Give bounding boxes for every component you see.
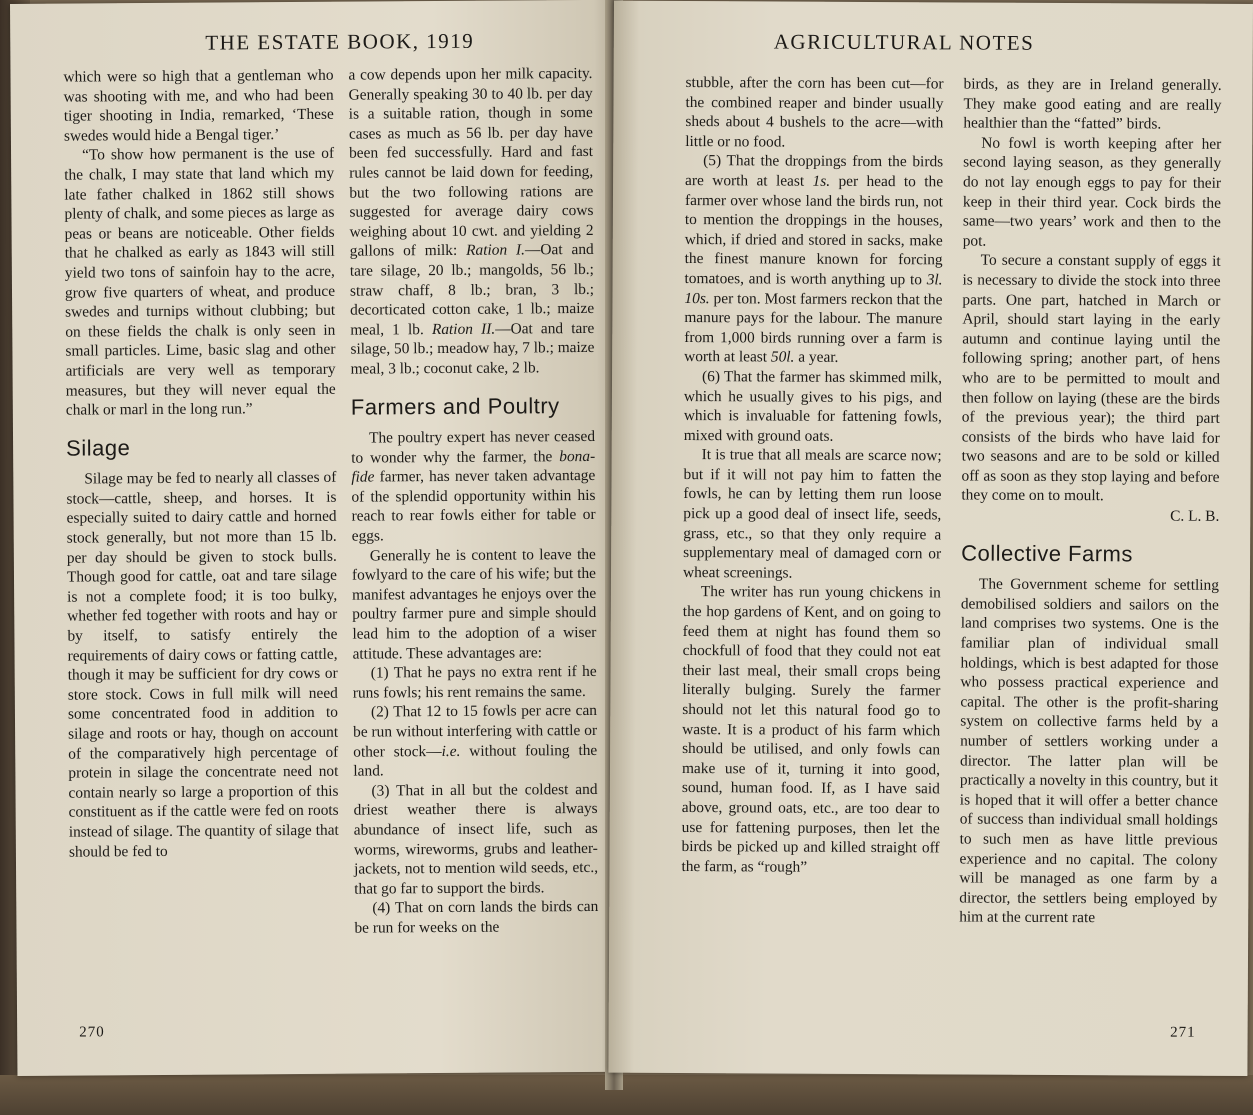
list-item: (3) That in all but the coldest and driest weather there is always abundance of insect life, such as worms, wireworms, grubs and leather-jackets, not to mention wild seeds, etc., that go far to support the birds.	[353, 780, 599, 898]
running-head-right: AGRICULTURAL NOTES	[773, 29, 1035, 55]
list-item: (2) That 12 to 15 fowls per acre can be run without interfering with cattle or other stock—i.e. without fouling the land.	[353, 702, 598, 780]
paragraph: It is true that all meals are scarce now; but if it will not pay him to fatten the fowls, he can by letting them run loose pick up a good deal of insect life, seeds, grass, etc., so that they only require a supplementary meal of damaged corn or wheat screenings.	[682, 446, 942, 582]
paragraph: The writer has run young chickens in the hop gardens of Kent, and on going to feed them at night has found them so chockfull of food that they could not eat their last meal, their small crops being literally bulging. Surely the farmer should not let this natural food go to waste. It is a product of his farm which should be utilised, and only fowls can make use of it, turning it into good, sound, human food. If, as I have said above, ground oats, etc., are too dear to use for fattening purposes, then let the birds be picked up and killed straight off the farm, as “rough”	[681, 583, 941, 876]
right-page	[608, 1, 1253, 1076]
paragraph: birds, as they are in Ireland generally. They make good eating and are really healthier than the “fatted” birds.	[963, 75, 1222, 133]
section-heading-collective-farms: Collective Farms	[961, 540, 1133, 567]
paragraph: “To show how permanent is the use of the chalk, I may state that land which my late father chalked in 1862 still shows plenty of chalk, and some pieces as large as peas or beans are noticeable. Other fields that he chalked as early as 1843 will still yield two tons of sainfoin hay to the acre, grow five quarters of wheat, and produce swedes and turnips without clubbing; but on these fields the chalk is only seen in small particles. Lime, basic slag and other artificials are very well as temporary measures, but they will never equal the chalk or marl in the long run.”	[64, 145, 336, 419]
left-column-1	[63, 66, 339, 862]
paragraph: To secure a constant supply of eggs it is necessary to divide the stock into three parts. One part, hatched in March or April, should start laying in the early autumn and continue laying until the following spring; another part, of hens who are to be permitted to moult and then follow on laying (these are the birds of the previous year); the third part consists of the birds who have laid for two seasons and are to be sold or killed off as soon as they stop laying and before they come on to moult.	[961, 251, 1221, 505]
paragraph: The poultry expert has never ceased to wonder why the farmer, the bona-fide farmer, has never taken advantage of the splendid opportunity within his reach to rear fowls either for table or eggs.	[351, 428, 596, 545]
list-item: (4) That on corn lands the birds can be run for weeks on the	[354, 898, 599, 937]
list-item: (1) That he pays no extra rent if he runs fowls; his rent remains the same.	[352, 663, 597, 702]
paragraph: which were so high that a gentleman who was shooting with me, and who had been tiger shooting in India, remarked, ‘These swedes would hide a Bengal tiger.’	[63, 66, 334, 145]
right-column-2	[959, 74, 1221, 928]
paragraph: a cow depends upon her milk capacity. Generally speaking 30 to 40 lb. per day is a suitable ration, though in some cases as much as 56 lb. per day have been fed successfully. Hard and fast rules cannot be laid down for feeding, but the two following rations are suggested for average dairy cows weighing about 10 cwt. and yielding 2 gallons of milk: Ration I.—Oat and tare silage, 20 lb.; mangolds, 56 lb.; straw chaff, 8 lb.; bran, 3 lb.; decorticated cotton cake, 1 lb.; maize meal, 1 lb. Ration II.—Oat and tare silage, 50 lb.; meadow hay, 7 lb.; maize meal, 3 lb.; coconut cake, 2 lb.	[348, 64, 595, 378]
table-surface-bottom	[0, 1075, 1253, 1115]
running-head-left: THE ESTATE BOOK, 1919	[205, 28, 475, 55]
section-heading-silage: Silage	[66, 434, 131, 461]
left-column-2	[348, 64, 598, 938]
section-heading-farmers-and-poultry: Farmers and Poultry	[350, 392, 560, 420]
ration-label: Ration II.	[431, 320, 496, 338]
list-item: (6) That the farmer has skimmed milk, which he usually gives to his pigs, and which is invaluable for fattening fowls, mixed with ground oats.	[683, 368, 943, 445]
right-column-1	[681, 73, 943, 878]
paragraph: Silage may be fed to nearly all classes of stock—cattle, sheep, and horses. It is especially suited to dairy cattle and horned stock generally, but not more than 15 lb. per day should be given to stock bulls. Though good for cattle, oat and tare silage is not a complete food; it is too bulky, whether fed together with roots and hay or by itself, to satisfy entirely the requirements of dairy cows or fatting cattle, though it may be sufficient for dry cows or store stock. Cows in full milk will need some concentrated food in addition to silage and roots or hay, though on account of the comparatively high percentage of protein in silage the concentrate need not contain nearly so large a proportion of this constituent as if the cattle were fed on roots instead of silage. The quantity of silage that should be fed to	[66, 469, 339, 861]
paragraph: The Government scheme for settling demobilised soldiers and sailors on the land comprises two systems. One is the familiar plan of individual small holdings, which is best adapted for those who possess practical experience and capital. The other is the profit-sharing system on collective farms held by a number of settlers working under a director. The latter plan will be practically a novelty in this country, but it is hoped that it will offer a better chance of success than individual small holdings to such men as have little previous experience and no capital. The colony will be managed as one farm by a director, the settlers being employed by him at the current rate	[959, 575, 1219, 927]
paragraph: stubble, after the corn has been cut—for the combined reaper and binder usually sheds about 4 bushels to the acre—with little or no food.	[685, 74, 944, 151]
paragraph: Generally he is content to leave the fowlyard to the care of his wife; but the manifest advantages he enjoys over the poultry farmer pure and simple should lead him to the adoption of a wiser attitude. These advantages are:	[351, 545, 597, 663]
author-signature: C. L. B.	[1170, 507, 1220, 525]
ration-label: Ration I.	[466, 241, 526, 260]
left-page	[10, 0, 619, 1076]
list-item: (5) That the droppings from the birds are worth at least 1s. per head to the farmer over whose land the birds run, not to mention the droppings in the houses, which, if dried and stored in sacks, make the finest manure known for forcing tomatoes, and is worth anything up to 3l. 10s. per ton. Most farmers reckon that the manure pays for the labour. The manure from 1,000 birds running over a farm is worth at least 50l. a year.	[684, 152, 944, 367]
paragraph: No fowl is worth keeping after her second laying season, as they generally do not lay enough eggs to pay for their keep in their third year. Cock birds the same—two years’ work and then to the pot.	[962, 134, 1222, 250]
page-number-right: 271	[1170, 1024, 1196, 1041]
page-number-left: 270	[79, 1024, 105, 1041]
